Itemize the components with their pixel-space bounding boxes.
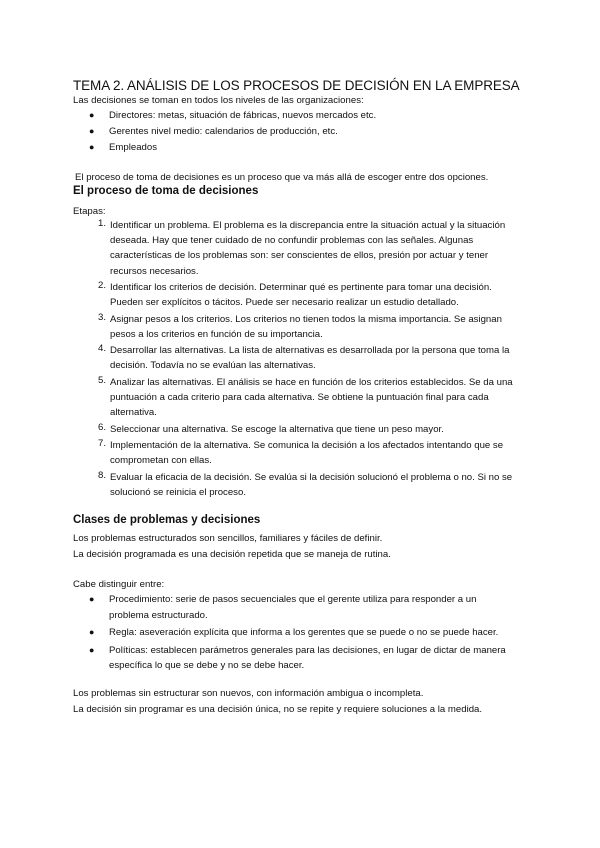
step-number: 1. <box>97 218 106 229</box>
distinction-text-line: problema estructurado. <box>109 609 208 621</box>
step-text-line: Analizar las alternativas. El análisis se hace en función de los criterios establecidos. Se da una <box>110 376 513 388</box>
step-text-line: deseada. Hay que tener cuidado de no confundir problemas con las señales. Algunas <box>110 235 474 247</box>
section-heading-classes: Clases de problemas y decisiones <box>73 514 261 526</box>
step-number: 3. <box>97 311 106 323</box>
distinguish-label: Cabe distinguir entre: <box>73 579 165 590</box>
page-title: TEMA 2. ANÁLISIS DE LOS PROCESOS DE DECISIÓN EN LA EMPRESA <box>73 78 520 93</box>
step-text-line: recursos necesarios. <box>110 265 199 277</box>
step-text-line: Pueden ser explícitos o tácitos. Puede ser necesario realizar un estudio detallado. <box>110 297 459 309</box>
distinction-text-line: específica lo que se debe y no se debe hacer. <box>109 660 305 671</box>
process-sentence: El proceso de toma de decisiones es un proceso que va más allá de escoger entre dos opciones. <box>75 172 489 183</box>
etapas-label: Etapas: <box>73 206 106 217</box>
intro-text: Las decisiones se toman en todos los niveles de las organizaciones: <box>73 95 364 106</box>
bullet-icon: ● <box>89 126 95 136</box>
step-text-line: decisión. Todavía no se evalúan las alternativas. <box>110 360 316 372</box>
programmed-sentence: La decisión programada es una decisión repetida que se maneja de rutina. <box>73 549 391 560</box>
step-number: 4. <box>97 343 106 355</box>
level-item: Empleados <box>109 142 157 153</box>
level-item: Directores: metas, situación de fábricas, nuevos mercados etc. <box>109 110 377 121</box>
step-text-line: Identificar un problema. El problema es la discrepancia entre la situación actual y la situación <box>110 220 506 231</box>
bullet-icon: ● <box>89 594 95 604</box>
step-text-line: comprometan con ellas. <box>110 455 212 467</box>
step-text-line: Asignar pesos a los criterios. Los criterios no tienen todos la misma importancia. Se asignan <box>110 313 502 325</box>
step-number: 6. <box>97 421 106 433</box>
step-text-line: características de los problemas son: ser conscientes de ellos, presión por actuar y tener <box>110 250 489 262</box>
section-heading-process: El proceso de toma de decisiones <box>73 185 259 197</box>
distinction-text-line: Procedimiento: serie de pasos secuenciales que el gerente utiliza para responder a un <box>109 594 477 605</box>
step-number: 8. <box>97 469 106 481</box>
bullet-icon: ● <box>89 644 95 655</box>
step-number: 7. <box>97 438 106 449</box>
distinction-text-line: Regla: aseveración explícita que informa a los gerentes que se puede o no se puede hacer. <box>109 627 499 638</box>
bullet-icon: ● <box>89 627 95 637</box>
bullet-icon: ● <box>89 142 95 152</box>
step-text-line: Seleccionar una alternativa. Se escoge la alternativa que tiene un peso mayor. <box>110 423 444 435</box>
step-text-line: alternativa. <box>110 407 157 419</box>
step-number: 2. <box>97 280 106 291</box>
unstructured-sentence: Los problemas sin estructurar son nuevos, con información ambigua o incompleta. <box>73 688 424 699</box>
bullet-icon: ● <box>89 110 95 120</box>
step-text-line: puntuación a cada criterio para cada alternativa. Se obtiene la puntuación final para cada <box>110 392 489 403</box>
step-text-line: Evaluar la eficacia de la decisión. Se evalúa si la decisión solucionó el problema o no. Si no se <box>110 471 513 483</box>
distinction-text-line: Políticas: establecen parámetros generales para las decisiones, en lugar de dictar de manera <box>109 644 506 656</box>
level-item: Gerentes nivel medio: calendarios de producción, etc. <box>109 126 338 137</box>
step-text-line: pesos a los criterios en función de su importancia. <box>110 328 323 340</box>
step-text-line: Implementación de la alternativa. Se comunica la decisión a los afectados intentando que se <box>110 440 504 451</box>
step-text-line: Desarrollar las alternativas. La lista de alternativas es desarrollada por la persona que toma la <box>110 345 510 357</box>
structured-sentence: Los problemas estructurados son sencillos, familiares y fáciles de definir. <box>73 533 383 544</box>
step-number: 5. <box>97 374 106 386</box>
step-text-line: Identificar los criterios de decisión. Determinar qué es pertinente para tomar una decisión. <box>110 282 492 293</box>
step-text-line: solucionó se reinicia el proceso. <box>110 486 246 498</box>
unprogrammed-sentence: La decisión sin programar es una decisión única, no se repite y requiere soluciones a la medida. <box>73 704 483 715</box>
